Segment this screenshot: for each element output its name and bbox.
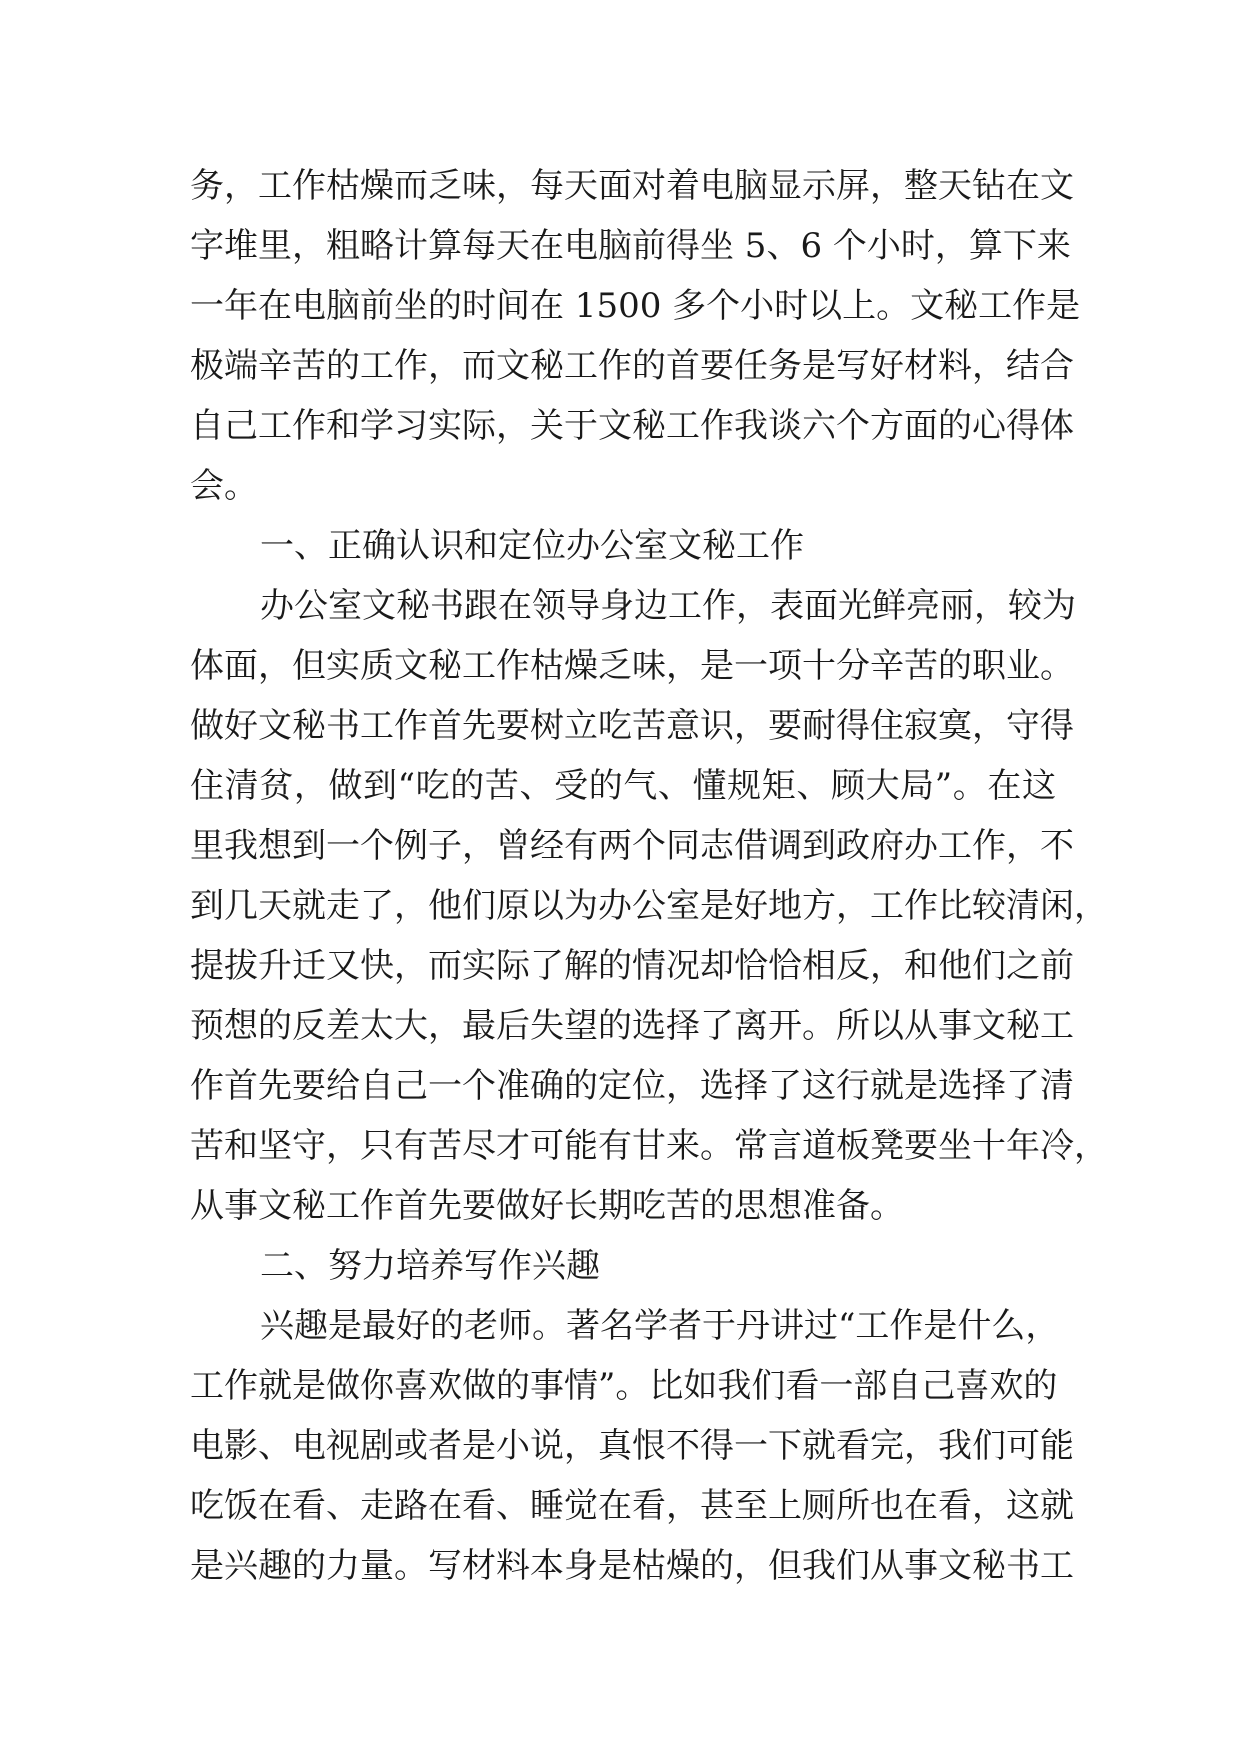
body-text-line: 里我想到一个例子，曾经有两个同志借调到政府办工作，不 [190, 826, 1074, 866]
body-text-line: 预想的反差太大，最后失望的选择了离开。所以从事文秘工 [190, 1006, 1074, 1046]
body-text-line: 苦和坚守，只有苦尽才可能有甘来。常言道板凳要坐十年冷， [190, 1126, 1108, 1166]
document-page [190, 156, 1108, 1596]
body-text-line: 工作就是做你喜欢做的事情”。比如我们看一部自己喜欢的 [190, 1366, 1058, 1406]
section-heading: 二、努力培养写作兴趣 [260, 1246, 600, 1286]
body-text-line: 吃饭在看、走路在看、睡觉在看，甚至上厕所也在看，这就 [190, 1486, 1074, 1526]
body-text-line: 电影、电视剧或者是小说，真恨不得一下就看完，我们可能 [190, 1426, 1074, 1466]
body-text-line: 做好文秘书工作首先要树立吃苦意识，要耐得住寂寞，守得 [190, 706, 1074, 746]
body-text-line: 字堆里，粗略计算每天在电脑前得坐 5、6 个小时，算下来 [190, 226, 1071, 266]
body-text-line: 务，工作枯燥而乏味，每天面对着电脑显示屏，整天钻在文 [190, 166, 1074, 206]
body-text-line: 自己工作和学习实际，关于文秘工作我谈六个方面的心得体 [190, 406, 1074, 446]
body-text-line: 会。 [190, 466, 258, 506]
body-text-line: 是兴趣的力量。写材料本身是枯燥的，但我们从事文秘书工 [190, 1546, 1074, 1586]
body-text-line: 提拔升迁又快，而实际了解的情况却恰恰相反，和他们之前 [190, 946, 1074, 986]
section-heading: 一、正确认识和定位办公室文秘工作 [260, 526, 804, 566]
paragraph-first-line: 兴趣是最好的老师。著名学者于丹讲过“工作是什么， [260, 1306, 1060, 1346]
body-text-line: 一年在电脑前坐的时间在 1500 多个小时以上。文秘工作是 [190, 286, 1081, 326]
body-text-line: 作首先要给自己一个准确的定位，选择了这行就是选择了清 [190, 1066, 1074, 1106]
body-text-line: 到几天就走了，他们原以为办公室是好地方，工作比较清闲， [190, 886, 1108, 926]
body-text-line: 体面，但实质文秘工作枯燥乏味，是一项十分辛苦的职业。 [190, 646, 1074, 686]
paragraph-first-line: 办公室文秘书跟在领导身边工作，表面光鲜亮丽，较为 [260, 586, 1076, 626]
body-text-line: 从事文秘工作首先要做好长期吃苦的思想准备。 [190, 1186, 904, 1226]
body-text-line: 住清贫，做到“吃的苦、受的气、懂规矩、顾大局”。在这 [190, 766, 1056, 806]
body-text-line: 极端辛苦的工作，而文秘工作的首要任务是写好材料，结合 [190, 346, 1074, 386]
